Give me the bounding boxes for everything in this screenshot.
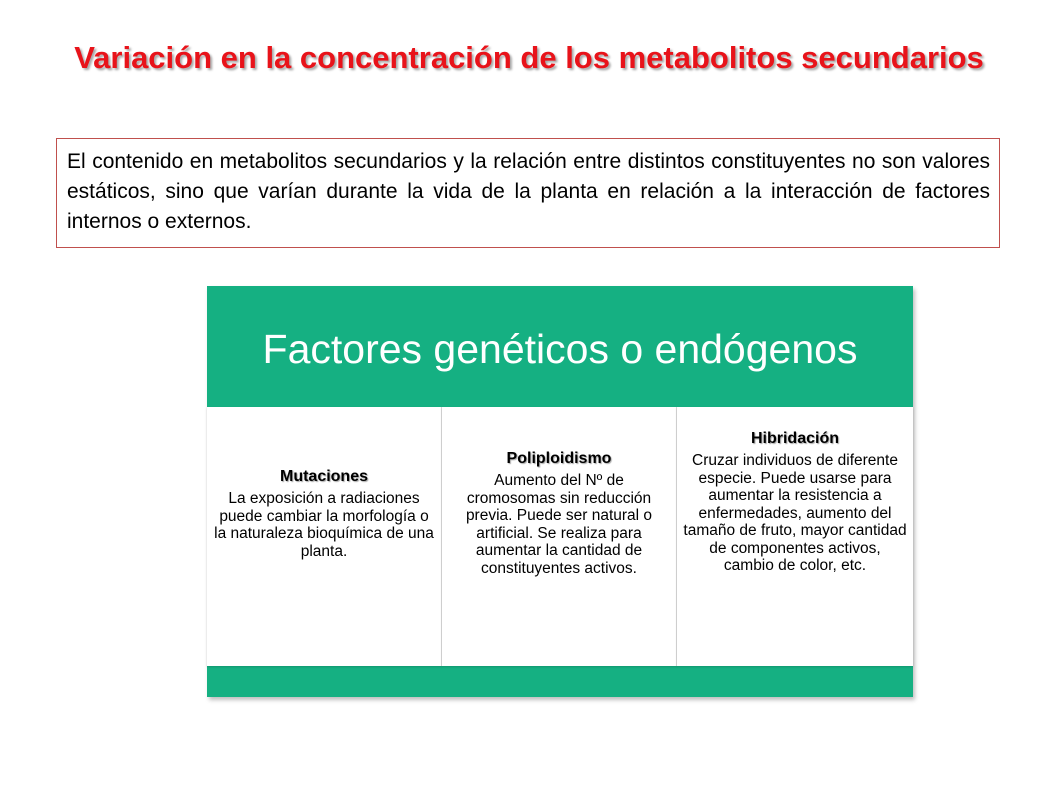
- card-body: Cruzar individuos de diferente especie. Puede usarse para aumentar la resistencia a enfermedades, aumento del tamaño de fruto, mayor cantidad de componentes activos, cambio de color, etc.: [683, 452, 907, 574]
- card-body: La exposición a radiaciones puede cambiar la morfología o la naturaleza bioquímica de una planta.: [214, 490, 434, 560]
- card-title: Hibridación: [750, 430, 839, 447]
- card-mutaciones: [207, 407, 442, 666]
- slide-title: Variación en la concentración de los metabolitos secundarios: [74, 40, 984, 75]
- factors-diagram: [207, 286, 913, 697]
- card-title: Mutaciones: [279, 468, 368, 485]
- card-poliploidismo: [442, 407, 677, 666]
- card-title: Poliploidismo: [506, 450, 612, 467]
- card-hibridacion: [677, 407, 913, 666]
- diagram-header: [207, 286, 913, 407]
- intro-text: El contenido en metabolitos secundarios y la relación entre distintos constituyentes no son valores estáticos, sino que varían durante la vida de la planta en relación a la interacción de factores internos o externos.: [67, 150, 990, 233]
- diagram-title: Factores genéticos o endógenos: [262, 325, 858, 372]
- intro-box: [56, 138, 1000, 248]
- card-body: Aumento del Nº de cromosomas sin reducción previa. Puede ser natural o artificial. Se realiza para aumentar la cantidad de constituyentes activos.: [465, 472, 653, 577]
- factor-cards: [207, 407, 913, 666]
